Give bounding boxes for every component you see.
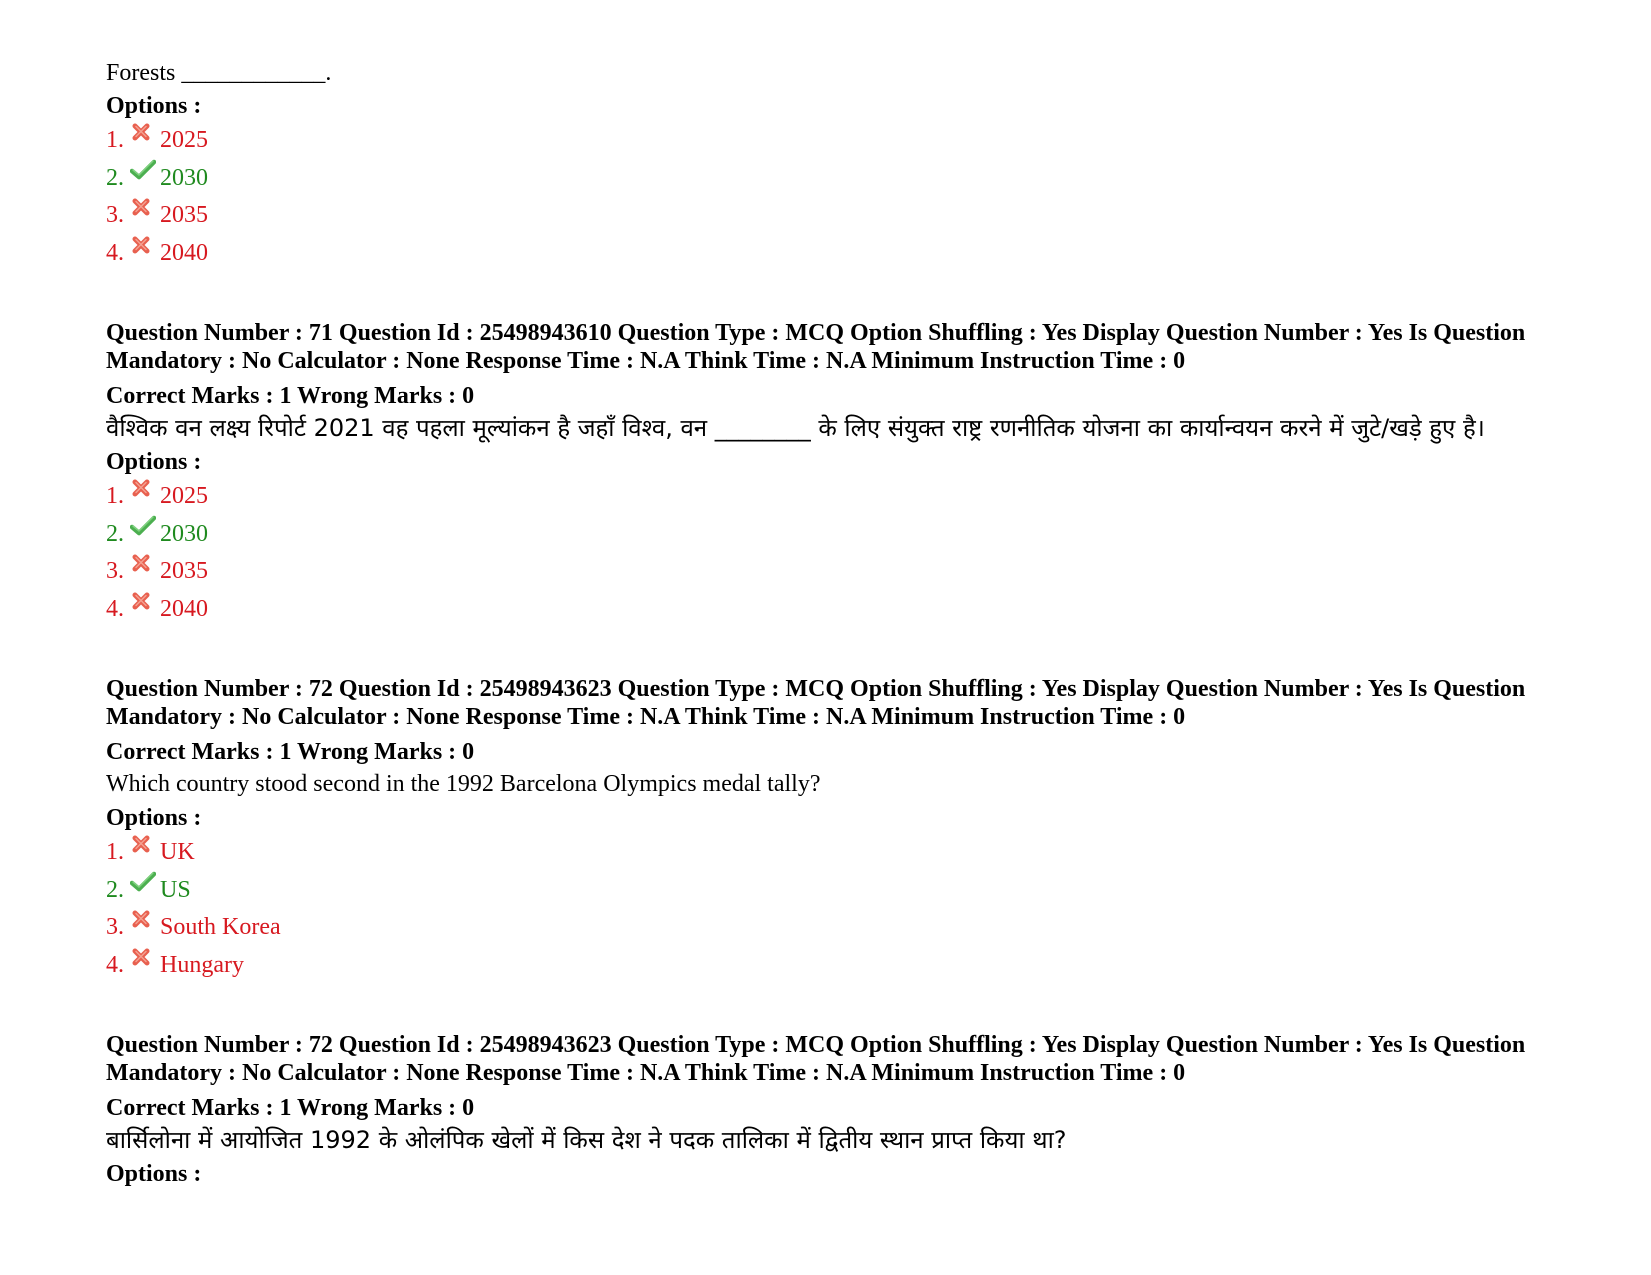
options-label: Options : xyxy=(106,93,202,119)
option-text: 2025 xyxy=(160,127,208,153)
options-list xyxy=(106,125,1636,275)
question-block-72-hi xyxy=(106,1031,1636,1189)
option-text: 2040 xyxy=(160,595,208,622)
question-text: वैश्विक वन लक्ष्य रिपोर्ट 2021 वह पहला मूल्यांकन है जहाँ विश्व, वन ________ के लिए संयुक्त राष्ट्र रणनीतिक योजना का कार्यान्वयन करने में जुटे/खड़े हुए है। xyxy=(106,414,1485,442)
cross-icon xyxy=(130,833,160,857)
option-number: 4. xyxy=(106,595,124,622)
cross-icon xyxy=(130,590,160,614)
options-list xyxy=(106,481,1636,631)
option-item xyxy=(106,556,1636,594)
option-item xyxy=(106,837,1636,875)
option-text: 2035 xyxy=(160,202,208,228)
option-text: 2035 xyxy=(160,558,208,584)
cross-icon xyxy=(130,234,160,258)
question-block-71 xyxy=(106,319,1636,631)
option-text: South Korea xyxy=(160,914,281,940)
option-number: 2. xyxy=(106,876,124,903)
option-text: UK xyxy=(160,839,195,865)
option-number: 1. xyxy=(106,839,124,865)
marks-info: Correct Marks : 1 Wrong Marks : 0 xyxy=(106,1095,475,1121)
option-text: 2030 xyxy=(160,520,208,547)
options-label: Options : xyxy=(106,1161,202,1187)
question-text: Forests ____________. xyxy=(106,60,332,86)
option-number: 3. xyxy=(106,914,124,940)
cross-icon xyxy=(130,946,160,970)
option-number: 4. xyxy=(106,951,124,978)
cross-icon xyxy=(130,477,160,501)
options-list xyxy=(106,837,1636,987)
option-item xyxy=(106,200,1636,238)
check-icon xyxy=(130,871,160,895)
question-block-72-en xyxy=(106,675,1636,987)
option-number: 3. xyxy=(106,558,124,584)
cross-icon xyxy=(130,908,160,932)
cross-icon xyxy=(130,552,160,576)
option-number: 1. xyxy=(106,127,124,153)
option-item xyxy=(106,238,1636,276)
option-number: 4. xyxy=(106,239,124,266)
question-meta: Question Number : 72 Question Id : 25498943623 Question Type : MCQ Option Shuffling : Yes Display Question Number : Yes Is Question Mandatory : No Calculator : None Response Time : N.A Think Time : N.A Minimum Instruction Time : 0 xyxy=(106,1032,1526,1086)
option-item xyxy=(106,481,1636,519)
question-text: बार्सिलोना में आयोजित 1992 के ओलंपिक खेलों में किस देश ने पदक तालिका में द्वितीय स्थान प्राप्त किया था? xyxy=(106,1126,1067,1154)
question-paper xyxy=(106,58,1636,1189)
options-label: Options : xyxy=(106,805,202,831)
option-item xyxy=(106,519,1636,557)
question-meta: Question Number : 72 Question Id : 25498943623 Question Type : MCQ Option Shuffling : Yes Display Question Number : Yes Is Question Mandatory : No Calculator : None Response Time : N.A Think Time : N.A Minimum Instruction Time : 0 xyxy=(106,676,1526,730)
option-text: US xyxy=(160,876,191,903)
option-text: 2030 xyxy=(160,164,208,191)
option-item xyxy=(106,125,1636,163)
question-block-continued xyxy=(106,58,1636,275)
option-number: 3. xyxy=(106,202,124,228)
cross-icon xyxy=(130,121,160,145)
option-item xyxy=(106,163,1636,201)
marks-info: Correct Marks : 1 Wrong Marks : 0 xyxy=(106,739,475,765)
option-item xyxy=(106,875,1636,913)
option-text: 2025 xyxy=(160,483,208,509)
check-icon xyxy=(130,515,160,539)
option-item xyxy=(106,912,1636,950)
marks-info: Correct Marks : 1 Wrong Marks : 0 xyxy=(106,383,475,409)
cross-icon xyxy=(130,196,160,220)
option-number: 1. xyxy=(106,483,124,509)
question-text: Which country stood second in the 1992 Barcelona Olympics medal tally? xyxy=(106,771,821,797)
option-number: 2. xyxy=(106,164,124,191)
question-meta: Question Number : 71 Question Id : 25498943610 Question Type : MCQ Option Shuffling : Yes Display Question Number : Yes Is Question Mandatory : No Calculator : None Response Time : N.A Think Time : N.A Minimum Instruction Time : 0 xyxy=(106,320,1526,374)
option-item xyxy=(106,594,1636,632)
check-icon xyxy=(130,159,160,183)
option-text: 2040 xyxy=(160,239,208,266)
option-text: Hungary xyxy=(160,951,244,978)
option-item xyxy=(106,950,1636,988)
options-label: Options : xyxy=(106,449,202,475)
option-number: 2. xyxy=(106,520,124,547)
